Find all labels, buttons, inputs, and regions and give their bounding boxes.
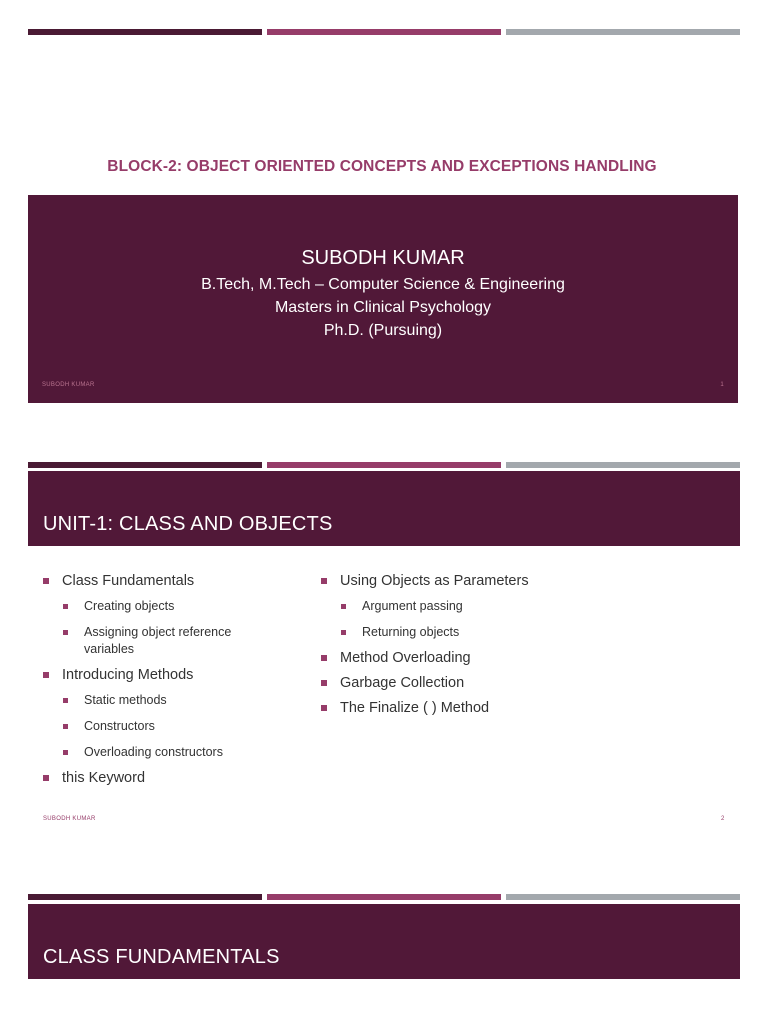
list-item: The Finalize ( ) Method [321,700,621,716]
slide-title: CLASS FUNDAMENTALS [43,946,280,968]
footer-author: SUBODH KUMAR [42,382,95,388]
list-item: Argument passing [341,598,621,615]
slide-header [28,471,740,546]
page-number: 1 [720,382,724,388]
accent-bar-dark [28,462,262,468]
list-item: Creating objects [63,598,273,615]
accent-bar-dark [28,894,262,900]
page-number: 2 [721,816,725,822]
accent-bar-magenta [267,894,501,900]
left-topic-list [43,573,273,795]
accent-bar-magenta [267,29,501,35]
author-name: SUBODH KUMAR [301,247,465,269]
list-item: Class Fundamentals [43,573,273,589]
list-item: Method Overloading [321,650,621,666]
list-item: Assigning object reference variables [63,624,273,658]
list-item: Garbage Collection [321,675,621,691]
title-panel [28,195,738,403]
right-topic-list [321,573,621,725]
accent-bars [28,29,740,35]
list-item: this Keyword [43,770,273,786]
list-item: Overloading constructors [63,744,273,761]
footer-author: SUBODH KUMAR [43,816,96,822]
slide-header [28,904,740,979]
credential-phd: Ph.D. (Pursuing) [323,322,443,339]
list-item: Using Objects as Parameters [321,573,621,589]
credential-masters: Masters in Clinical Psychology [274,299,492,316]
accent-bar-gray [506,462,740,468]
credential-degree: B.Tech, M.Tech – Computer Science & Engineering [201,276,565,293]
list-item: Introducing Methods [43,667,273,683]
accent-bars [28,462,740,468]
accent-bar-gray [506,29,740,35]
list-item: Returning objects [341,624,621,641]
accent-bars [28,894,740,900]
accent-bar-dark [28,29,262,35]
list-item: Constructors [63,718,273,735]
accent-bar-gray [506,894,740,900]
slide-title: UNIT-1: CLASS AND OBJECTS [43,513,333,535]
accent-bar-magenta [267,462,501,468]
list-item: Static methods [63,692,273,709]
block-title: BLOCK-2: OBJECT ORIENTED CONCEPTS AND EXCEPTIONS HANDLING [107,158,657,175]
